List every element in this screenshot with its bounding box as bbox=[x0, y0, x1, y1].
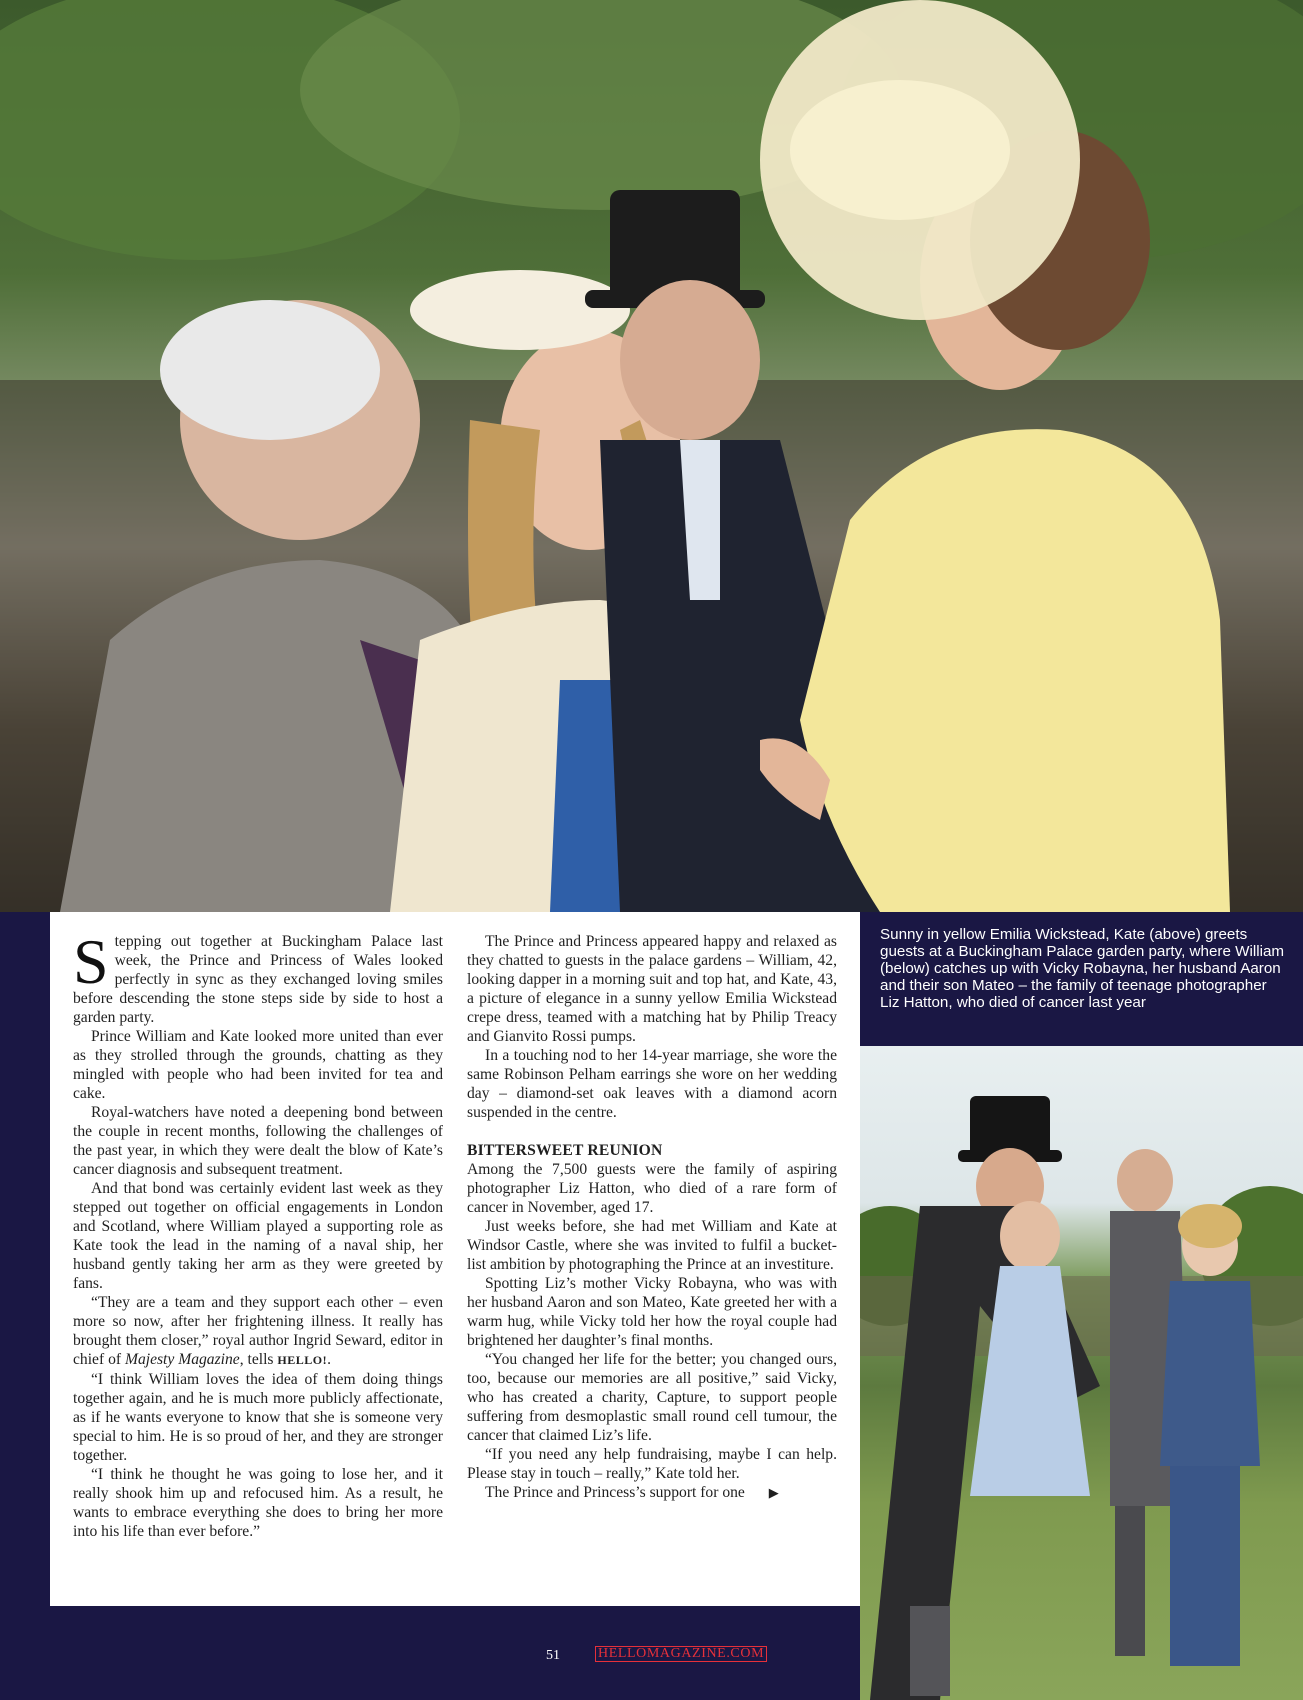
page-footer bbox=[50, 1606, 860, 1700]
paragraph-text: The Prince and Princess’s support for one bbox=[485, 1484, 745, 1501]
paragraph: And that bond was certainly evident last week as they stepped out together on official engagements in London and Scotland, where William played a supporting role as Kate took the lead in the naming of a naval ship, her husband gently taking her arm as they were greeted by fans. bbox=[73, 1180, 443, 1292]
paragraph: “You changed her life for the better; you changed ours, too, because our memories are all positive,” said Vicky, who has created a charity, Capture, to support people suffering from desmoplastic small round cell tumour, the cancer that claimed Liz’s life. bbox=[467, 1351, 837, 1444]
article-column-2 bbox=[467, 932, 837, 1502]
continue-arrow-icon: ▶ bbox=[768, 1485, 779, 1500]
paragraph-text: . bbox=[327, 1351, 331, 1368]
paragraph: Among the 7,500 guests were the family of aspiring photographer Liz Hatton, who died of a rare form of cancer in November, aged 17. bbox=[467, 1161, 837, 1216]
paragraph: “I think William loves the idea of them doing things together again, and he is much more publicly affectionate, as if he wants everyone to know that she is someone very special to him. He is so proud of her, and they are stronger together. bbox=[73, 1371, 443, 1464]
paragraph: The Prince and Princess appeared happy and relaxed as they chatted to guests in the palace gardens – William, 42, looking dapper in a morning suit and top hat, and Kate, 43, a picture of elegance in a sunny yellow Emilia Wickstead crepe dress, teamed with a matching hat by Philip Treacy and Gianvito Rossi pumps. bbox=[467, 933, 837, 1045]
paragraph: “I think he thought he was going to lose her, and it really shook him up and refocused him. As a result, he wants to embrace everything she does to bring her more into his life than ever before.” bbox=[73, 1466, 443, 1540]
paragraph bbox=[73, 926, 443, 1027]
page-number: 51 bbox=[546, 1648, 560, 1663]
bottom-photo bbox=[860, 1046, 1303, 1700]
publication-title: Majesty Magazine bbox=[124, 1351, 240, 1368]
article-column-1 bbox=[73, 926, 443, 1541]
paragraph: “If you need any help fundraising, maybe I can help. Please stay in touch – really,” Kate told her. bbox=[467, 1446, 837, 1482]
drop-cap: S bbox=[73, 926, 109, 997]
paragraph bbox=[73, 1293, 443, 1370]
paragraph-text: , tells bbox=[239, 1351, 278, 1368]
paragraph: Spotting Liz’s mother Vicky Robayna, who was with her husband Aaron and son Mateo, Kate greeted her with a warm hug, while Vicky told her how the royal couple had brightened her daughter’s final months. bbox=[467, 1275, 837, 1349]
brand-name: HELLO! bbox=[277, 1353, 328, 1367]
paragraph: Prince William and Kate looked more united than ever as they strolled through the grounds, chatting as they mingled with people who had been invited for tea and cake. bbox=[73, 1028, 443, 1102]
paragraph bbox=[467, 1483, 837, 1502]
site-url[interactable]: HELLOMAGAZINE.COM bbox=[595, 1646, 767, 1662]
photo-caption bbox=[860, 912, 1303, 1046]
paragraph: Just weeks before, she had met William and Kate at Windsor Castle, where she was invited to fulfil a bucket-list ambition by photographing the Prince at an investiture. bbox=[467, 1218, 837, 1273]
paragraph: In a touching nod to her 14-year marriage, she wore the same Robinson Pelham earrings she wore on her wedding day – diamond-set oak leaves with a diamond acorn suspended in the centre. bbox=[467, 1047, 837, 1121]
paragraph-text: tepping out together at Buckingham Palace last week, the Prince and Princess of Wales looked perfectly in sync as they exchanged loving smiles before descending the stone steps side by side to host a garden party. bbox=[73, 933, 443, 1026]
caption-text: Sunny in yellow Emilia Wickstead, Kate (above) greets guests at a Buckingham Palace garden party, where William (below) catches up with Vicky Robayna, her husband Aaron and their son Mateo – the family of teenage photographer Liz Hatton, who died of cancer last year bbox=[880, 926, 1285, 1011]
article-body bbox=[50, 912, 860, 1606]
paragraph: Royal-watchers have noted a deepening bond between the couple in recent months, following the challenges of the past year, in which they were dealt the blow of Kate’s cancer diagnosis and subsequent treatment. bbox=[73, 1104, 443, 1178]
subheading: BITTERSWEET REUNION bbox=[467, 1142, 663, 1159]
paragraph-text: “They are a team and they support each other – even more so now, after her frightening illness. It really has brought them closer,” royal author Ingrid Seward, editor in chief of bbox=[73, 1294, 443, 1368]
bottom-photo-artwork bbox=[860, 1046, 1303, 1700]
